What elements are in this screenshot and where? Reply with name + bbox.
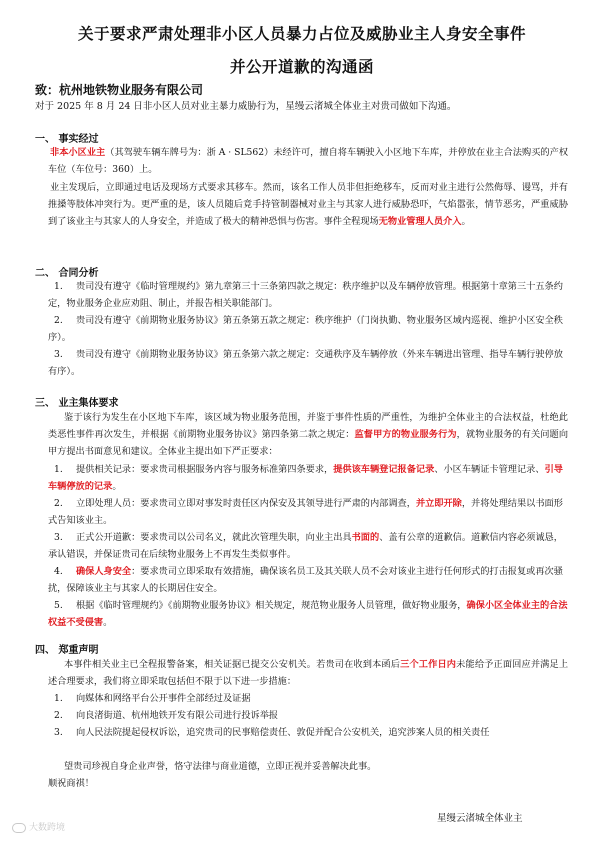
demand-item [48,563,568,597]
item-number: 3. [54,532,63,543]
item-number: 1. [54,693,63,704]
facts-red-text: 非本小区业主 [50,147,106,158]
item-text: 、盖有公章的道歉信。道歉信内容必须诚恳，承认错误，并保证贵司在后续物业服务上不再发生类似事件。 [48,532,563,560]
statement-item [48,707,568,724]
item-number: 2. [54,315,63,326]
contract-item [48,346,568,380]
watermark [12,820,65,833]
demands-text: 鉴于该行为发生在小区地下车库，该区域为物业服务范围，并鉴于事件性质的严重性，为维护全体业主的合法权益，杜绝此类恶性事件再次发生，并根据《前期物业服务协议》第四条第二款之规定： [48,412,568,440]
contract-item [48,278,568,312]
item-text: 根据《临时管理规约》《前期物业服务协议》相关规定，规范物业服务人员管理，做好物业服务， [76,600,467,611]
demands-intro [48,409,568,460]
item-text: 。 [112,481,122,492]
item-number: 3. [54,727,63,738]
facts-paragraph-2 [48,179,568,230]
signature: 星缦云渚城全体业主 [437,813,523,824]
item-number: 1. [54,281,63,292]
statement-item [48,724,568,741]
item-text: 。 [103,617,113,628]
facts-text: （其驾驶车辆车牌号为：浙 A · SL562）未经许可，擅自将车辆驶入小区地下车库，并停放在业主合法购买的产权车位（车位号：360）上。 [48,147,569,175]
item-text: 向人民法院提起侵权诉讼，追究贵司的民事赔偿责任、敦促并配合公安机关，追究涉案人员的相关责任 [76,727,490,738]
closing-line: 望贵司珍视自身企业声誉，恪守法律与商业道德，立即正视并妥善解决此事。 [64,761,377,772]
statement-text: 未能给予正面回应并满足上述合理要求，我们将立即采取包括但不限于以下进一步措施： [48,659,569,687]
statement-item [48,690,568,707]
section-contract-heading: 二、 合同分析 [35,268,99,279]
demand-item [48,597,568,631]
section-facts-heading: 一、 事实经过 [35,134,99,145]
demands-text: ，就物业服务的有关问题向甲方提出书面意见和建议。全体业主提出如下严正要求： [48,429,569,457]
demands-red-text: 监督甲方的物业服务行为 [354,429,457,440]
watermark-logo-icon [12,823,26,833]
item-number: 2. [54,710,63,721]
item-text: 、小区车辆证卡管理记录、 [434,464,545,475]
item-number: 4. [54,566,63,577]
item-red-text: 书面的 [351,532,380,543]
title-line-1: 关于要求严肃处理非小区人员暴力占位及威胁业主人身安全事件 [77,24,526,43]
statement-red-text: 三个工作日内 [400,659,457,670]
item-text: 向良渚街道、杭州地铁开发有限公司进行投诉举报 [76,710,279,721]
demand-item [48,529,568,563]
intro-paragraph: 对于 2025 年 8 月 24 日非小区人员对业主暴力威胁行为，星缦云渚城全体业主对贵司做如下沟通。 [35,101,457,112]
item-text: ：要求贵司立即采取有效措施，确保该名员工及其关联人员不会对该业主进行任何形式的打击报复或再次骚扰，保障该业主与其家人的长期居住安全。 [48,566,563,594]
item-text: 贵司没有遵守《前期物业服务协议》第五条第五款之规定：秩序维护（门岗执勤、物业服务区域内巡视、维护小区安全秩序）。 [48,315,563,343]
item-text: 立即处理人员：要求贵司立即对事发时责任区内保安及其领导进行严肃的内部调查， [76,498,416,509]
title-line-2: 并公开道歉的沟通函 [229,57,374,76]
item-text: 正式公开道歉：要求贵司以公司名义，就此次管理失职，向业主出具 [76,532,352,543]
item-red-text: 并立即开除 [415,498,462,509]
item-text: 向媒体和网络平台公开事件全部经过及证据 [76,693,251,704]
section-statement-heading: 四、 郑重声明 [35,645,99,656]
item-text: ，并将处理结果以书面形式告知该业主。 [48,498,563,526]
section-demands-heading: 三、 业主集体要求 [35,398,119,409]
item-number: 2. [54,498,63,509]
facts-red-text: 无物业管理人员介入 [378,216,462,227]
item-red-text: 提供该车辆登记报备记录 [333,464,435,475]
item-number: 3. [54,349,63,360]
item-red-text: 确保小区全体业主的合法权益不受侵害 [48,600,568,628]
statement-text: 本事件相关业主已全程报警备案，相关证据已提交公安机关。若贵司在收到本函后 [64,659,401,670]
item-red-text: 引导车辆停放的记录 [48,464,563,492]
item-text: 贵司没有遵守《前期物业服务协议》第五条第六款之规定：交通秩序及车辆停放（外来车辆进出管理、指导车辆行驶停放有序）。 [48,349,563,377]
item-text: 贵司没有遵守《临时管理规约》第九章第三十三条第四款之规定：秩序维护以及车辆停放管理。根据第十章第三十五条约定，物业服务企业应劝阻、制止，并报告相关职能部门。 [48,281,563,309]
item-text: 提供相关记录：要求贵司根据服务内容与服务标准第四条要求， [76,464,334,475]
facts-text: 业主发现后，立即通过电话及现场方式要求其移车。然而，该名工作人员非但拒绝移车，反而对业主进行公然侮辱、谩骂，并有推搡等肢体冲突行为。更严重的是，该人员随后竟手持管制器械对业主与其家人进行威胁恐吓，气焰嚣张，情节恶劣，严重威胁到了该业主与其家人的人身安全，并造成了极大的精神恐惧与伤害。事件全程现场 [48,182,568,227]
contract-item [48,312,568,346]
facts-paragraph-1 [48,144,568,178]
demand-item [48,461,568,495]
item-red-text: 确保人身安全 [76,566,132,577]
closing-regards: 顺祝商祺！ [48,778,94,789]
demand-item [48,495,568,529]
recipient: 致：杭州地铁物业服务有限公司 [35,83,204,97]
watermark-text: 大数跨境 [29,823,66,833]
statement-paragraph [48,656,568,690]
item-number: 1. [54,464,63,475]
item-number: 5. [54,600,63,611]
facts-text: 。 [461,216,471,227]
